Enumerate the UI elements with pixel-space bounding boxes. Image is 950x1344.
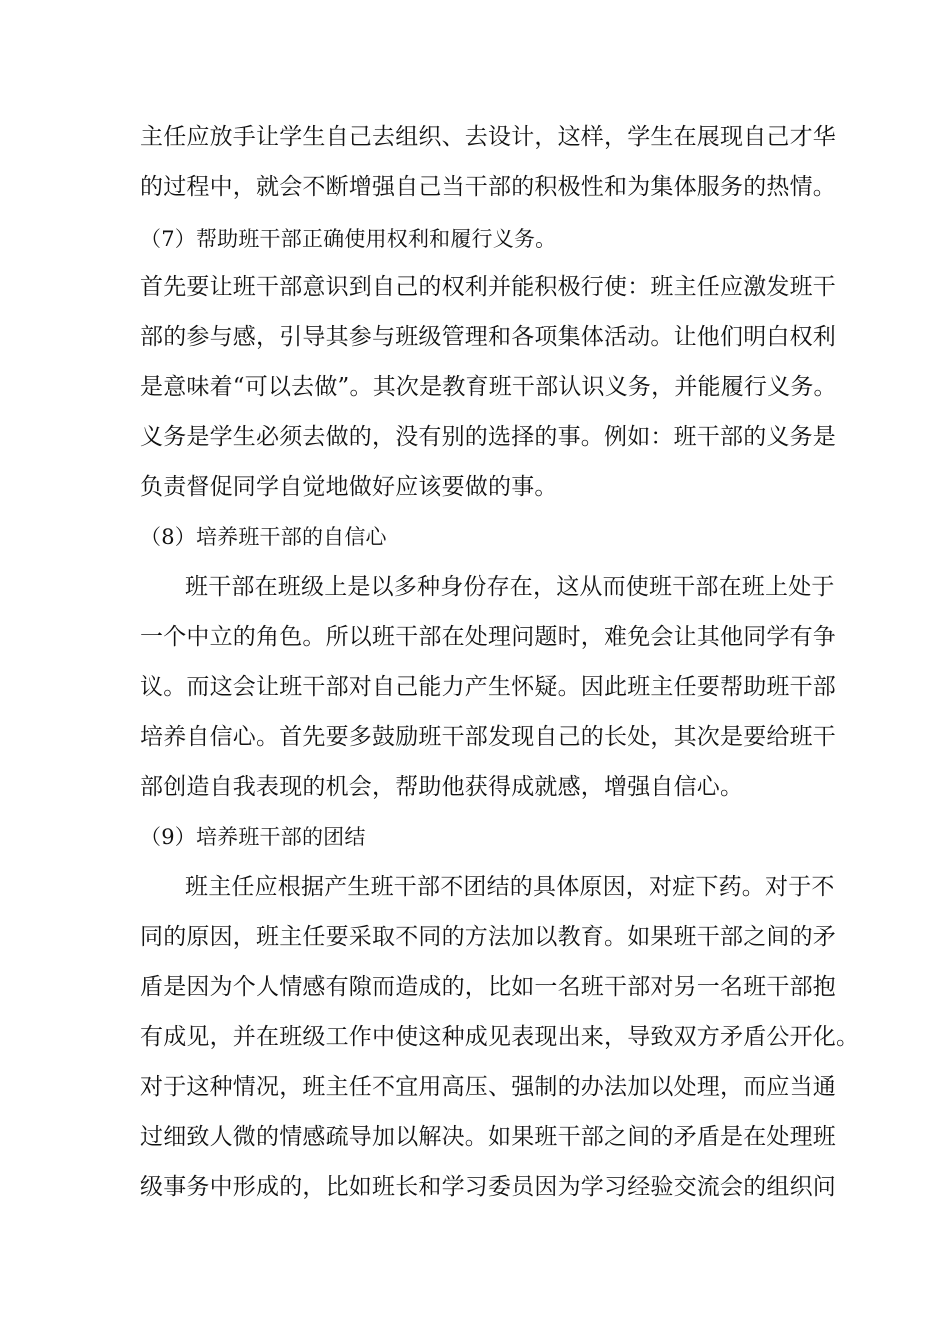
text-line: 是意味着“可以去做”。其次是教育班干部认识义务，并能履行义务。 <box>140 374 837 400</box>
text-line: 班干部在班级上是以多种身份存在，这从而使班干部在班上处于 <box>185 574 835 600</box>
text-line: 盾是因为个人情感有隙而造成的，比如一名班干部对另一名班干部抱 <box>140 974 836 1000</box>
text-line: 一个中立的角色。所以班干部在处理问题时，难免会让其他同学有争 <box>140 624 836 650</box>
text-line: 首先要让班干部意识到自己的权利并能积极行使：班主任应激发班干 <box>140 274 836 300</box>
section-heading: （8）培养班干部的自信心 <box>140 525 387 549</box>
text-line: 部的参与感，引导其参与班级管理和各项集体活动。让他们明白权利 <box>140 324 836 350</box>
section-heading: （7）帮助班干部正确使用权利和履行义务。 <box>140 227 557 251</box>
text-line: 负责督促同学自觉地做好应该要做的事。 <box>140 474 558 500</box>
section-heading: （9）培养班干部的团结 <box>140 825 366 849</box>
text-line: 有成见，并在班级工作中使这种成见表现出来，导致双方矛盾公开化。 <box>140 1024 860 1050</box>
text-line: 对于这种情况，班主任不宜用高压、强制的办法加以处理，而应当通 <box>140 1074 836 1100</box>
text-line: 过细致人微的情感疏导加以解决。如果班干部之间的矛盾是在处理班 <box>140 1124 836 1150</box>
text-line: 的过程中，就会不断增强自己当干部的积极性和为集体服务的热情。 <box>140 174 836 200</box>
text-line: 班主任应根据产生班干部不团结的具体原因，对症下药。对于不 <box>185 874 835 900</box>
text-line: 部创造自我表现的机会，帮助他获得成就感，增强自信心。 <box>140 774 744 800</box>
text-line: 培养自信心。首先要多鼓励班干部发现自己的长处，其次是要给班干 <box>140 724 836 750</box>
text-line: 义务是学生必须去做的，没有别的选择的事。例如：班干部的义务是 <box>140 424 836 450</box>
text-line: 主任应放手让学生自己去组织、去设计，这样，学生在展现自己才华 <box>140 124 836 150</box>
text-line: 级事务中形成的，比如班长和学习委员因为学习经验交流会的组织问 <box>140 1174 836 1200</box>
text-line: 同的原因，班主任要采取不同的方法加以教育。如果班干部之间的矛 <box>140 924 836 950</box>
text-line: 议。而这会让班干部对自己能力产生怀疑。因此班主任要帮助班干部 <box>140 674 836 700</box>
